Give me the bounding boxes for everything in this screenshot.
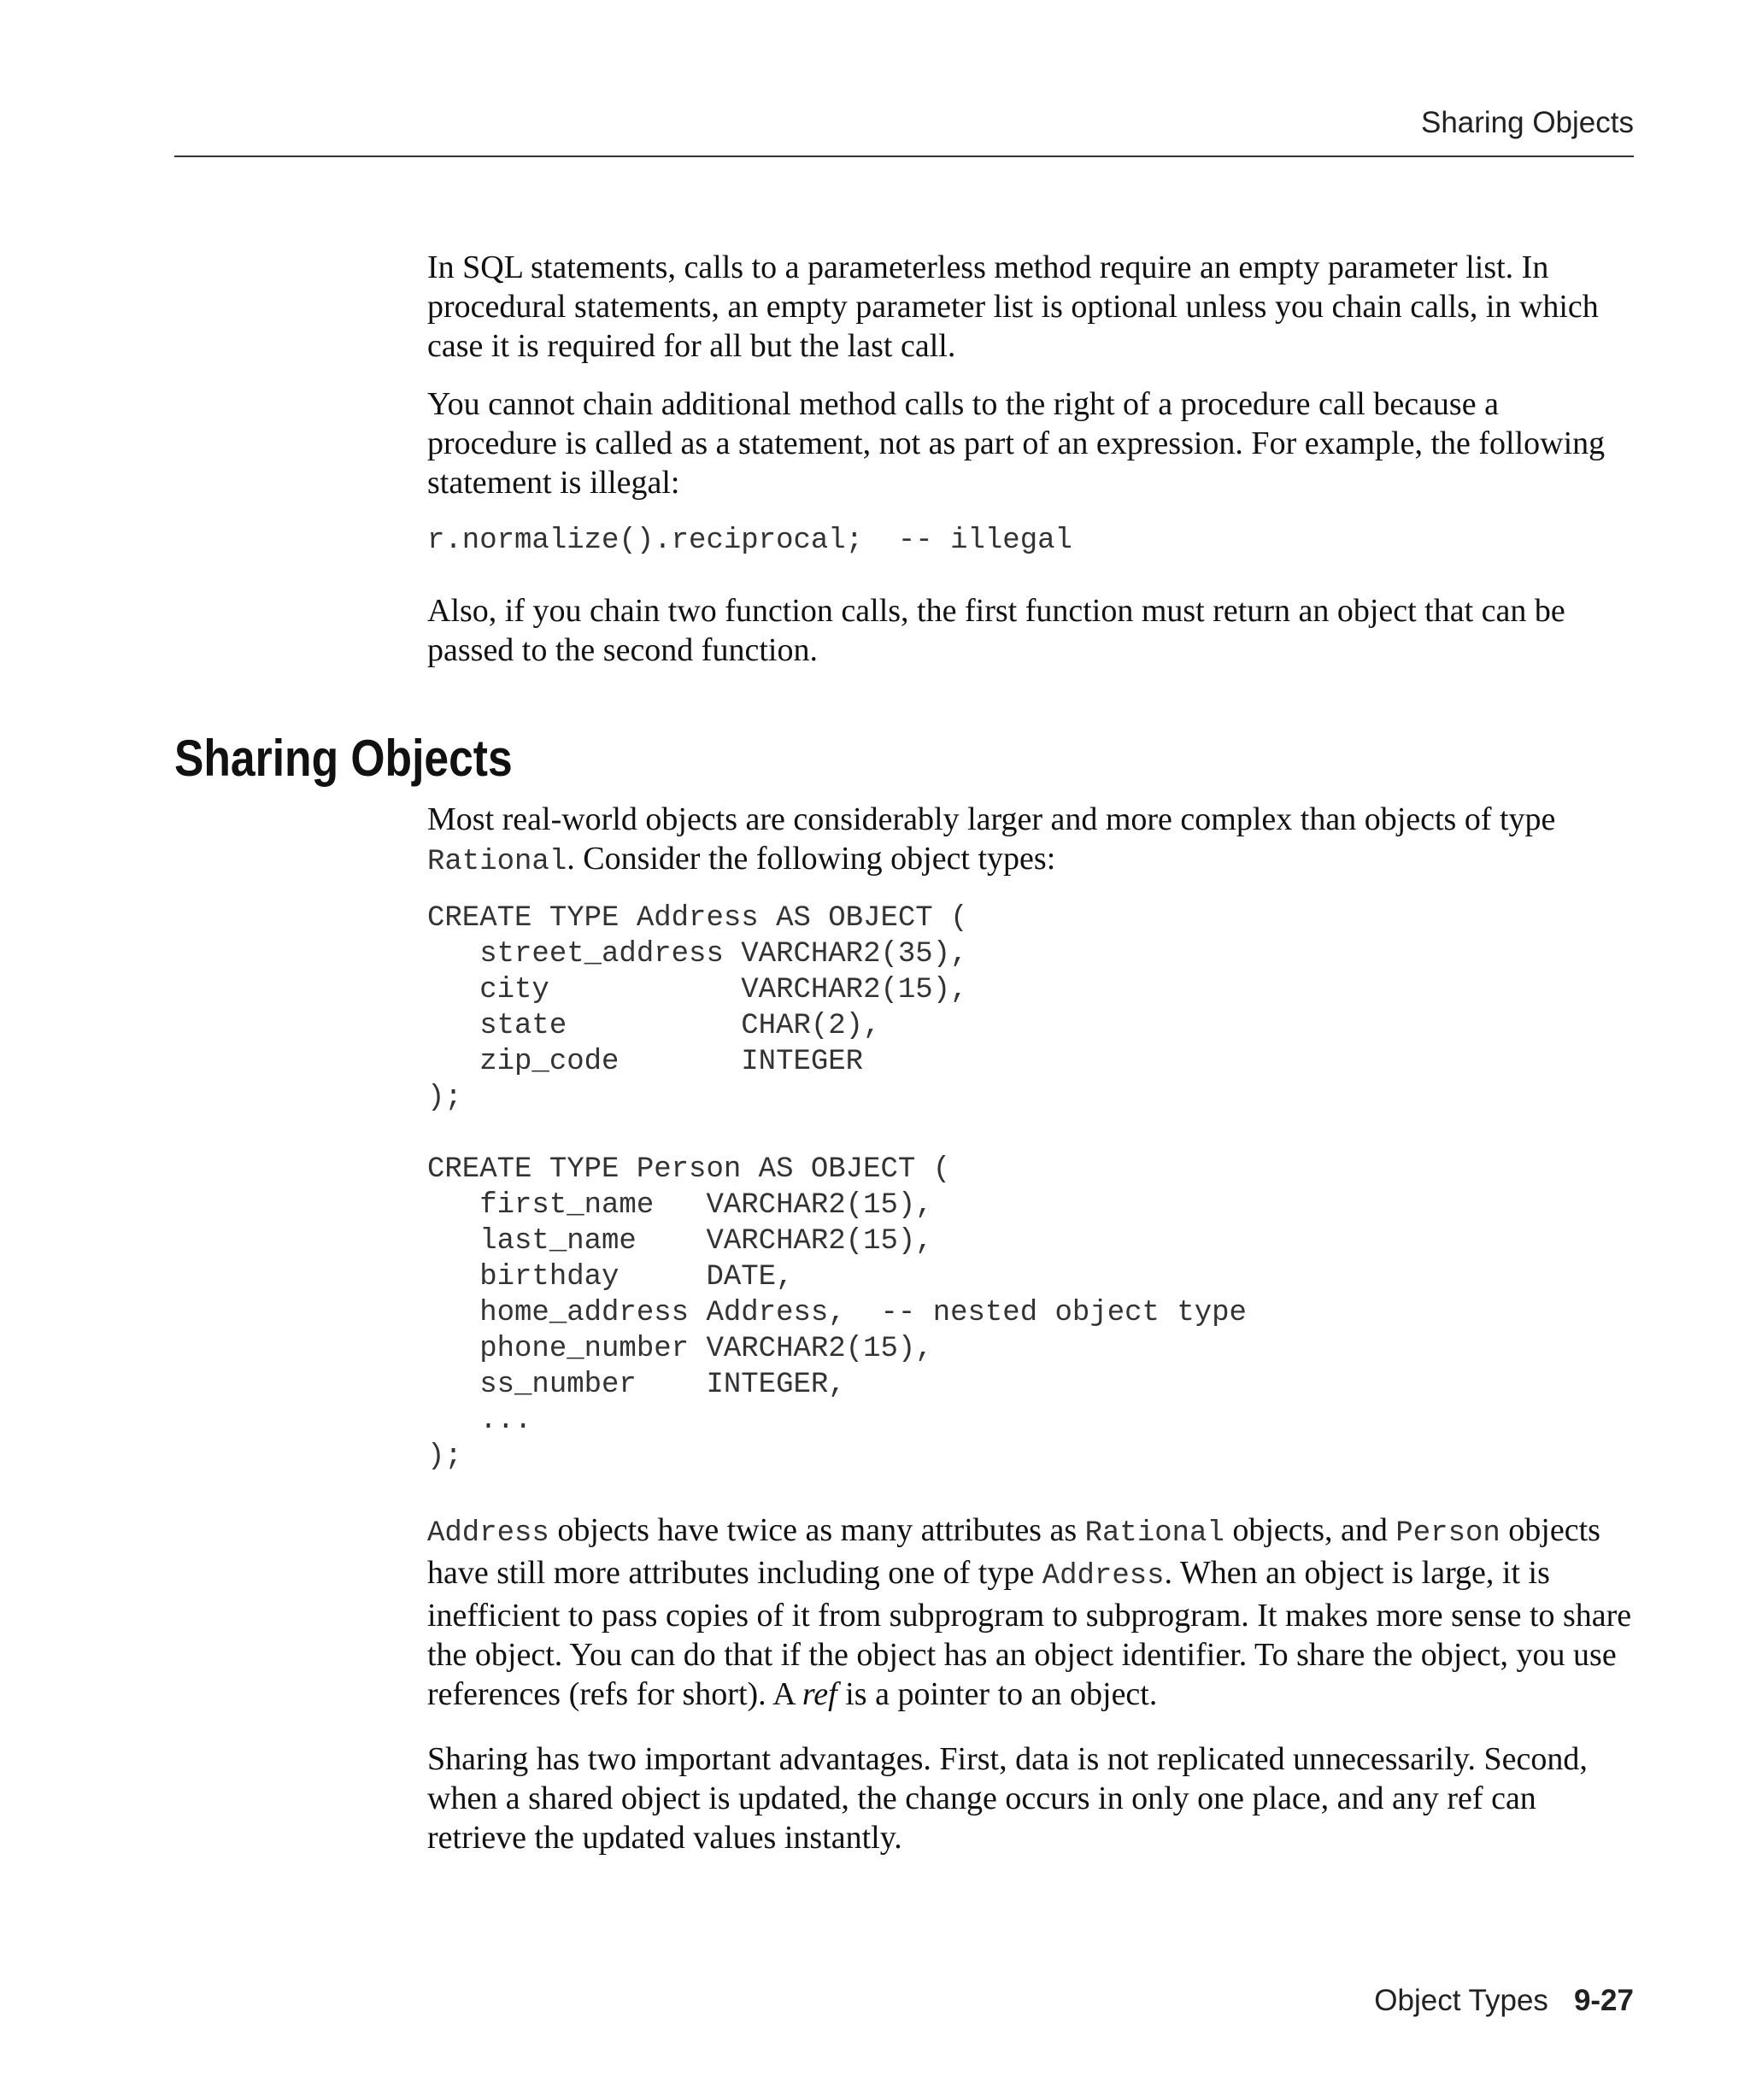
emphasis-ref: ref — [802, 1676, 837, 1712]
text: . Consider the following object types: — [567, 841, 1056, 877]
section-title: Sharing Objects — [174, 730, 513, 787]
text: Most real-world objects are considerably larger and more complex than objects of type — [427, 801, 1556, 837]
page-footer — [1374, 1984, 1634, 2018]
text: objects, and — [1224, 1512, 1396, 1548]
inline-code: Address — [1042, 1560, 1165, 1593]
inline-code: Person — [1395, 1517, 1500, 1550]
code-object-types: CREATE TYPE Address AS OBJECT ( street_address VARCHAR2(35), city VARCHAR2(15), state CHAR(2), zip_code INTEGER ); CREATE TYPE Person AS OBJECT ( first_name VARCHAR2(15), last_name VARCHAR2(15), birthday DATE, home_address Address, -- nested object type phone_number VARCHAR2(15), ss_number INTEGER, ... ); — [427, 902, 1247, 1473]
paragraph-sharing-advantages — [427, 1739, 1634, 1857]
paragraph-text: You cannot chain additional method calls to the right of a procedure call because a procedure is called as a statement, not as part of an expression. For example, the following statement is illegal: — [427, 386, 1606, 501]
paragraph-parameterless-calls — [427, 248, 1634, 366]
paragraph-text: In SQL statements, calls to a parameterless method require an empty parameter list. In procedural statements, an empty parameter list is optional unless you chain calls, in which case it is required for all but the last call. — [427, 249, 1599, 364]
running-header: Sharing Objects — [1420, 106, 1634, 139]
header-rule — [174, 155, 1634, 157]
footer-chapter: Object Types — [1374, 1984, 1548, 2017]
paragraph-object-size — [427, 1510, 1634, 1714]
code-illegal-statement: r.normalize().reciprocal; -- illegal — [427, 525, 1072, 557]
paragraph-text: Sharing has two important advantages. First, data is not replicated unnecessarily. Second, when a shared object is updated, the change occurs in only one place, and any ref can retrieve the updated values instantly. — [427, 1741, 1588, 1856]
paragraph-real-world-objects — [427, 800, 1634, 882]
text: objects have still more attributes including one of type — [427, 1512, 1600, 1591]
text: is a pointer to an object. — [837, 1676, 1158, 1712]
page-number: 9-27 — [1573, 1984, 1634, 2017]
paragraph-chain-calls — [427, 384, 1634, 502]
inline-code: Address — [427, 1517, 549, 1550]
paragraph-text: Also, if you chain two function calls, the first function must return an object that can be passed to the second function. — [427, 593, 1565, 668]
text: . When an object is large, it is inefficient to pass copies of it from subprogram to subprogram. It makes more sense to share the object. You can do that if the object has an object identifier. To share the object, you use references (refs for short). A — [427, 1555, 1632, 1712]
inline-code: Rational — [1084, 1517, 1224, 1550]
inline-code: Rational — [427, 846, 567, 878]
paragraph-function-chain — [427, 591, 1634, 670]
text: objects have twice as many attributes as — [549, 1512, 1085, 1548]
